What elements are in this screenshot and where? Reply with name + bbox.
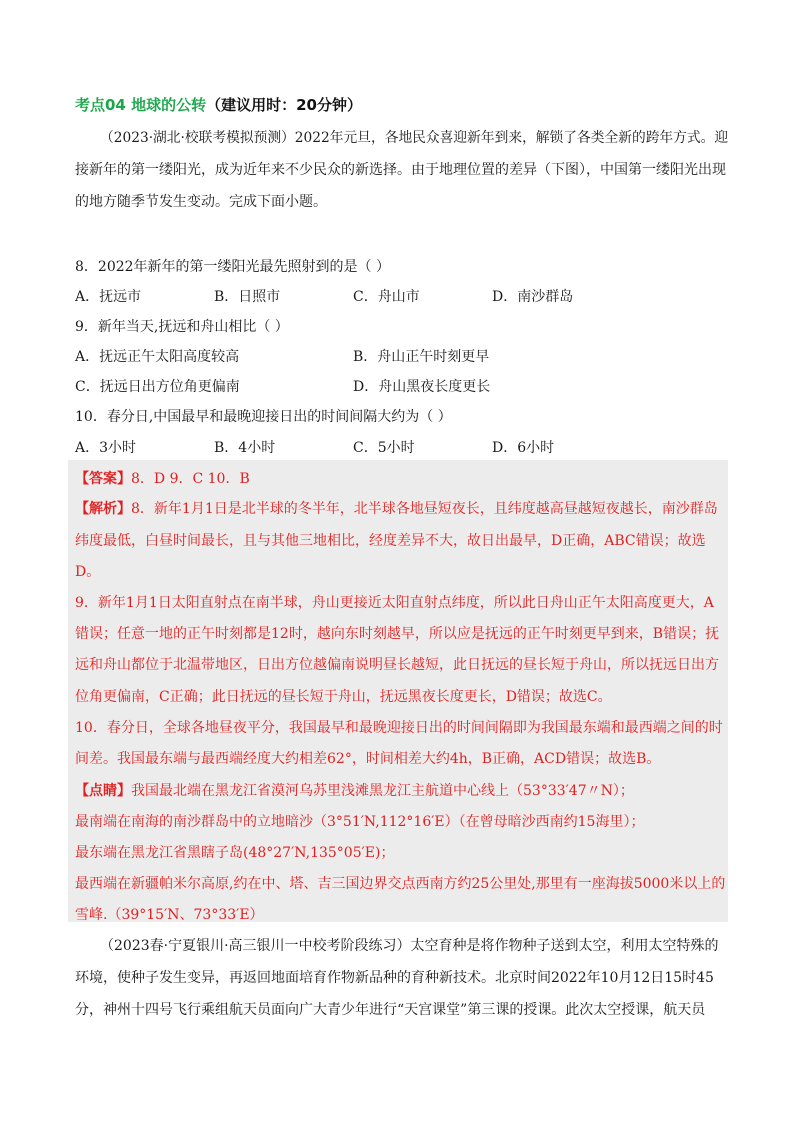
- analysis-line-4: 9．新年1月1日太阳直射点在南半球，舟山更接近太阳直射点纬度，所以此日舟山正午太阳高度更大，A: [75, 595, 714, 611]
- intro1-line-1: （2023·湖北·校联考模拟预测）2022年元旦，各地民众喜迎新年到来，解锁了各类全新的跨年方式。迎: [100, 130, 729, 146]
- analysis-line-1: [75, 498, 718, 518]
- intro1-line-3: 的地方随季节发生变动。完成下面小题。: [75, 194, 327, 210]
- analysis-line-5: 错误；任意一地的正午时刻都是12时，越向东时刻越早，所以应是抚远的正午时刻更早到来，B错误；抚: [75, 626, 720, 642]
- comment-line-3: 最东端在黑龙江省黑瞎子岛(48°27′N,135°05′E)；: [75, 845, 395, 861]
- question-10-stem: 10．春分日,中国最早和最晚迎接日出的时间间隔大约为（ ）: [75, 409, 452, 425]
- comment-line-2: 最南端在南海的南沙群岛中的立地暗沙（3°51′N,112°16′E）（在曾母暗沙西南约15海里）；: [75, 814, 645, 830]
- analysis-label: 【解析】: [75, 501, 131, 517]
- analysis-line-3: D。: [75, 564, 101, 580]
- analysis-line-2: 纬度最低，白昼时间最长，且与其他三地相比，经度差异不大，故日出最早，D正确，ABC错误；故选: [75, 533, 706, 549]
- section-code: 考点04 地球的公转: [75, 96, 207, 114]
- q9-option-c: C．抚远日出方位角更偏南: [75, 379, 240, 395]
- comment-text-1: 我国最北端在黑龙江省漠河乌苏里浅滩黑龙江主航道中心线上（53°33′47〃N）；: [131, 783, 634, 799]
- question-8-stem: 8．2022年新年的第一缕阳光最先照射到的是（ ）: [75, 259, 390, 275]
- intro2-line-1: （2023春·宁夏银川·高三银川一中校考阶段练习）太空育种是将作物种子送到太空，利用太空特殊的: [100, 938, 719, 954]
- intro2-line-2: 环境，使种子发生变异，再返回地面培育作物新品种的育种新技术。北京时间2022年10月12日15时45: [75, 970, 714, 986]
- comment-line-1: [75, 780, 634, 800]
- comment-line-4: 最西端在新疆帕米尔高原,约在中、塔、吉三国边界交点西南方约25公里处,那里有一座海拔5000米以上的: [75, 876, 726, 892]
- answer-line: [75, 468, 250, 488]
- q9-option-b: B．舟山正午时刻更早: [353, 349, 490, 365]
- answer-label: 【答案】: [75, 471, 131, 487]
- q10-option-c: C．5小时: [353, 440, 415, 456]
- q10-option-b: B．4小时: [214, 440, 276, 456]
- q8-option-b: B．日照市: [214, 289, 281, 305]
- q8-option-a: A．抚远市: [75, 289, 142, 305]
- analysis-line-7: 位角更偏南，C正确；此日抚远的昼长短于舟山，抚远黑夜长度更长，D错误；故选C。: [75, 689, 612, 705]
- question-9-stem: 9．新年当天,抚远和舟山相比（ ）: [75, 319, 289, 335]
- q8-option-d: D．南沙群岛: [492, 289, 574, 305]
- q10-option-a: A．3小时: [75, 440, 137, 456]
- comment-label: 【点睛】: [75, 783, 131, 799]
- q9-option-a: A．抚远正午太阳高度较高: [75, 349, 240, 365]
- analysis-text-1: 8．新年1月1日是北半球的冬半年，北半球各地昼短夜长，且纬度越高昼越短夜越长，南沙群岛: [131, 501, 718, 517]
- comment-line-5: 雪峰.（39°15′N、73°33′E）: [75, 907, 264, 923]
- q10-option-d: D．6小时: [492, 440, 555, 456]
- q9-option-d: D．舟山黑夜长度更长: [353, 379, 491, 395]
- answer-text: 8．D 9．C 10．B: [131, 471, 250, 487]
- analysis-line-8: 10．春分日，全球各地昼夜平分，我国最早和最晚迎接日出的时间间隔即为我国最东端和最西端之间的时: [75, 720, 723, 736]
- analysis-line-6: 远和舟山都位于北温带地区，日出方位越偏南说明昼长越短，此日抚远的昼长短于舟山，所以抚远日出方: [75, 657, 719, 673]
- intro1-line-2: 接新年的第一缕阳光，成为近年来不少民众的新选择。由于地理位置的差异（下图），中国第一缕阳光出现: [75, 162, 726, 178]
- time-hint: （建议用时：20分钟）: [206, 96, 362, 114]
- intro2-line-3: 分，神州十四号飞行乘组航天员面向广大青少年进行“天宫课堂”第三课的授课。此次太空授课，航天员: [75, 1002, 706, 1018]
- analysis-line-9: 间差。我国最东端与最西端经度大约相差62°，时间相差大约4h，B正确，ACD错误；故选B。: [75, 751, 661, 767]
- section-heading: [75, 94, 362, 115]
- q8-option-c: C．舟山市: [353, 289, 420, 305]
